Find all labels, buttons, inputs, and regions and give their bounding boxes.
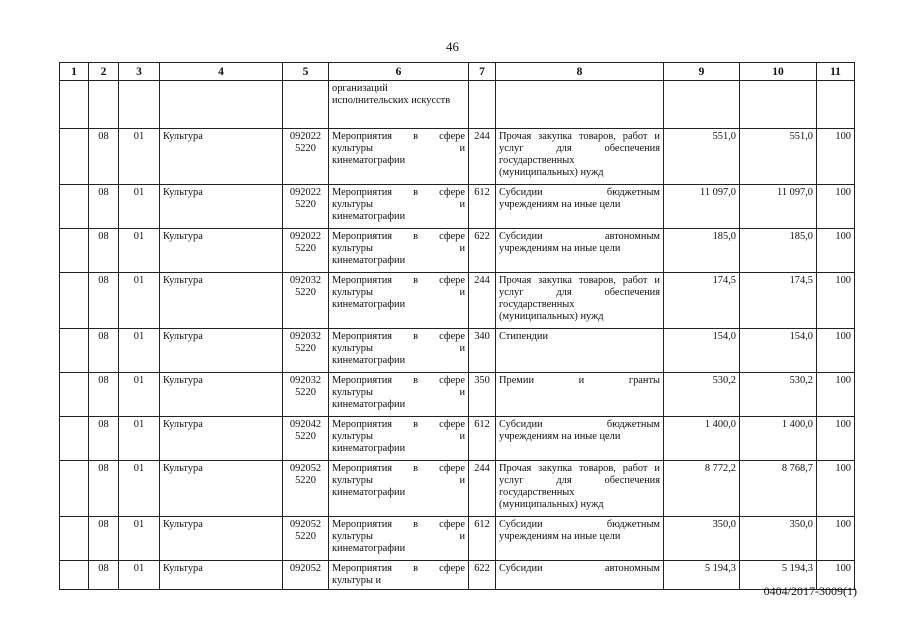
- cell-plan-amount: 154,0: [664, 329, 740, 373]
- purpose-line: культуры и: [332, 531, 465, 542]
- cell-expense-type: 340: [469, 329, 496, 373]
- purpose-line: Мероприятия в сфере: [332, 131, 465, 142]
- cell-purpose: [329, 373, 469, 417]
- expense-line: (муниципальных) нужд: [499, 167, 604, 178]
- cell-c11: [817, 81, 855, 129]
- cell-actual-amount: 8 768,7: [740, 461, 817, 517]
- column-header-10: 10: [740, 63, 817, 81]
- cell-actual-amount: 530,2: [740, 373, 817, 417]
- target-code-part1: 092032: [289, 275, 322, 286]
- purpose-line: культуры и: [332, 475, 465, 486]
- column-header-8: 8: [496, 63, 664, 81]
- target-code-part2: 5220: [295, 387, 316, 398]
- cell-purpose: [329, 517, 469, 561]
- cell-expense-name: [496, 461, 664, 517]
- cell-expense-type: 244: [469, 273, 496, 329]
- cell-actual-amount: 11 097,0: [740, 185, 817, 229]
- expense-line: Прочая закупка товаров, работ и: [499, 131, 660, 142]
- budget-table: [59, 62, 855, 590]
- table-row: [60, 229, 855, 273]
- cell-section: 08: [89, 517, 119, 561]
- expense-line: услуг для обеспечения: [499, 287, 660, 298]
- cell-expense-name: [496, 561, 664, 590]
- expense-line: учреждениям на иные цели: [499, 531, 621, 542]
- cell-c3: [119, 81, 160, 129]
- header-row: [60, 63, 855, 81]
- cell-percent: 100: [817, 417, 855, 461]
- cell-subsection: 01: [119, 329, 160, 373]
- cell-target-code: [283, 185, 329, 229]
- purpose-line: Мероприятия в сфере: [332, 419, 465, 430]
- table-row: [60, 517, 855, 561]
- cell-expense-type: 612: [469, 185, 496, 229]
- cell-plan-amount: 11 097,0: [664, 185, 740, 229]
- expense-line: Субсидии бюджетным: [499, 419, 660, 430]
- continuation-line-1: организаций: [332, 83, 388, 94]
- cell-subsection: 01: [119, 417, 160, 461]
- column-header-2: 2: [89, 63, 119, 81]
- table-row: [60, 561, 855, 590]
- cell-percent: 100: [817, 273, 855, 329]
- cell-c2: [89, 81, 119, 129]
- purpose-line: культуры и: [332, 575, 382, 586]
- cell-expense-type: 244: [469, 129, 496, 185]
- cell-target-code: [283, 417, 329, 461]
- cell-section: 08: [89, 273, 119, 329]
- purpose-line: кинематографии: [332, 399, 406, 410]
- cell-expense-type: 622: [469, 561, 496, 590]
- cell-target-code: [283, 461, 329, 517]
- cell-section: 08: [89, 561, 119, 590]
- cell-section: 08: [89, 373, 119, 417]
- table-body: [60, 81, 855, 590]
- cell-actual-amount: 350,0: [740, 517, 817, 561]
- table-row: [60, 461, 855, 517]
- column-header-5: 5: [283, 63, 329, 81]
- cell-subsection: 01: [119, 461, 160, 517]
- cell-c1: [60, 417, 89, 461]
- cell-name: Культура: [160, 273, 283, 329]
- cell-name: Культура: [160, 329, 283, 373]
- purpose-line: Мероприятия в сфере: [332, 187, 465, 198]
- purpose-line: кинематографии: [332, 299, 406, 310]
- column-header-11: 11: [817, 63, 855, 81]
- cell-target-code: [283, 517, 329, 561]
- cell-subsection: 01: [119, 273, 160, 329]
- cell-c1: [60, 373, 89, 417]
- cell-c6-continuation: [329, 81, 469, 129]
- cell-name: Культура: [160, 229, 283, 273]
- purpose-line: культуры и: [332, 243, 465, 254]
- expense-line: (муниципальных) нужд: [499, 499, 604, 510]
- cell-percent: 100: [817, 373, 855, 417]
- purpose-line: Мероприятия в сфере: [332, 275, 465, 286]
- target-code-part2: 5220: [295, 143, 316, 154]
- cell-expense-type: 612: [469, 417, 496, 461]
- cell-actual-amount: 185,0: [740, 229, 817, 273]
- expense-line: государственных: [499, 155, 575, 166]
- target-code-part1: 092022: [289, 131, 322, 142]
- table-row: [60, 417, 855, 461]
- cell-c10: [740, 81, 817, 129]
- cell-name: Культура: [160, 373, 283, 417]
- target-code-part1: 092052: [289, 519, 322, 530]
- cell-c1: [60, 273, 89, 329]
- cell-c1: [60, 129, 89, 185]
- purpose-line: кинематографии: [332, 255, 406, 266]
- expense-line: Прочая закупка товаров, работ и: [499, 463, 660, 474]
- purpose-line: культуры и: [332, 387, 465, 398]
- target-code-part2: 5220: [295, 531, 316, 542]
- continuation-line-2: исполнительских искусств: [332, 95, 451, 106]
- cell-plan-amount: 350,0: [664, 517, 740, 561]
- purpose-line: кинематографии: [332, 211, 406, 222]
- expense-line: (муниципальных) нужд: [499, 311, 604, 322]
- cell-section: 08: [89, 417, 119, 461]
- target-code-part2: 5220: [295, 431, 316, 442]
- cell-expense-name: [496, 185, 664, 229]
- cell-name: Культура: [160, 417, 283, 461]
- cell-plan-amount: 1 400,0: [664, 417, 740, 461]
- document-code: 0404/2017-3009(1): [763, 584, 857, 598]
- target-code-part1: 092052: [289, 463, 322, 474]
- cell-expense-type: 622: [469, 229, 496, 273]
- cell-plan-amount: 551,0: [664, 129, 740, 185]
- cell-c5: [283, 81, 329, 129]
- cell-target-code: [283, 273, 329, 329]
- purpose-line: кинематографии: [332, 543, 406, 554]
- column-header-3: 3: [119, 63, 160, 81]
- target-code-part2: 5220: [295, 343, 316, 354]
- column-header-4: 4: [160, 63, 283, 81]
- cell-expense-name: [496, 129, 664, 185]
- cell-c1: [60, 461, 89, 517]
- cell-name: Культура: [160, 461, 283, 517]
- purpose-line: культуры и: [332, 287, 465, 298]
- cell-purpose: [329, 185, 469, 229]
- cell-c1: [60, 185, 89, 229]
- cell-plan-amount: 174,5: [664, 273, 740, 329]
- cell-subsection: 01: [119, 517, 160, 561]
- cell-plan-amount: 185,0: [664, 229, 740, 273]
- purpose-line: Мероприятия в сфере: [332, 563, 465, 574]
- expense-line: услуг для обеспечения: [499, 143, 660, 154]
- target-code-part2: 5220: [295, 243, 316, 254]
- cell-purpose: [329, 461, 469, 517]
- expense-line: учреждениям на иные цели: [499, 431, 621, 442]
- cell-section: 08: [89, 461, 119, 517]
- cell-c8: [496, 81, 664, 129]
- purpose-line: культуры и: [332, 343, 465, 354]
- cell-c1: [60, 517, 89, 561]
- expense-line: государственных: [499, 487, 575, 498]
- table-row: [60, 185, 855, 229]
- purpose-line: Мероприятия в сфере: [332, 463, 465, 474]
- purpose-line: Мероприятия в сфере: [332, 519, 465, 530]
- target-code-part2: 5220: [295, 475, 316, 486]
- cell-section: 08: [89, 185, 119, 229]
- cell-actual-amount: 174,5: [740, 273, 817, 329]
- cell-subsection: 01: [119, 373, 160, 417]
- cell-target-code: [283, 329, 329, 373]
- cell-section: 08: [89, 129, 119, 185]
- cell-subsection: 01: [119, 229, 160, 273]
- expense-line: учреждениям на иные цели: [499, 199, 621, 210]
- purpose-line: культуры и: [332, 199, 465, 210]
- cell-c7: [469, 81, 496, 129]
- cell-actual-amount: 5 194,3: [740, 561, 817, 590]
- cell-expense-name: [496, 517, 664, 561]
- target-code-part1: 092032: [289, 331, 322, 342]
- cell-expense-name: [496, 229, 664, 273]
- cell-percent: 100: [817, 185, 855, 229]
- continuation-row: [60, 81, 855, 129]
- cell-c1: [60, 229, 89, 273]
- cell-c4: [160, 81, 283, 129]
- cell-percent: 100: [817, 461, 855, 517]
- cell-section: 08: [89, 229, 119, 273]
- expense-line: Субсидии бюджетным: [499, 187, 660, 198]
- purpose-line: культуры и: [332, 143, 465, 154]
- cell-expense-name: [496, 273, 664, 329]
- expense-line: услуг для обеспечения: [499, 475, 660, 486]
- cell-name: Культура: [160, 129, 283, 185]
- cell-percent: 100: [817, 561, 855, 590]
- cell-plan-amount: 530,2: [664, 373, 740, 417]
- cell-percent: 100: [817, 329, 855, 373]
- cell-plan-amount: 5 194,3: [664, 561, 740, 590]
- cell-purpose: [329, 561, 469, 590]
- purpose-line: Мероприятия в сфере: [332, 375, 465, 386]
- expense-line: Премии и гранты: [499, 375, 660, 386]
- table-row: [60, 129, 855, 185]
- cell-actual-amount: 154,0: [740, 329, 817, 373]
- cell-target-code: [283, 561, 329, 590]
- purpose-line: культуры и: [332, 431, 465, 442]
- cell-expense-name: [496, 373, 664, 417]
- target-code-part1: 092052: [289, 563, 322, 574]
- cell-expense-type: 612: [469, 517, 496, 561]
- cell-purpose: [329, 273, 469, 329]
- cell-c1: [60, 561, 89, 590]
- cell-target-code: [283, 129, 329, 185]
- cell-section: 08: [89, 329, 119, 373]
- purpose-line: кинематографии: [332, 355, 406, 366]
- cell-target-code: [283, 373, 329, 417]
- column-header-9: 9: [664, 63, 740, 81]
- purpose-line: кинематографии: [332, 155, 406, 166]
- cell-name: Культура: [160, 185, 283, 229]
- target-code-part2: 5220: [295, 199, 316, 210]
- table-row: [60, 329, 855, 373]
- column-header-7: 7: [469, 63, 496, 81]
- cell-c1: [60, 329, 89, 373]
- column-header-1: 1: [60, 63, 89, 81]
- cell-subsection: 01: [119, 561, 160, 590]
- expense-line: Субсидии автономным: [499, 231, 660, 242]
- target-code-part1: 092032: [289, 375, 322, 386]
- cell-expense-type: 350: [469, 373, 496, 417]
- cell-expense-type: 244: [469, 461, 496, 517]
- cell-plan-amount: 8 772,2: [664, 461, 740, 517]
- cell-purpose: [329, 329, 469, 373]
- page-number: 46: [446, 39, 459, 54]
- cell-expense-name: [496, 417, 664, 461]
- expense-line: учреждениям на иные цели: [499, 243, 621, 254]
- cell-purpose: [329, 229, 469, 273]
- target-code-part1: 092022: [289, 187, 322, 198]
- target-code-part1: 092042: [289, 419, 322, 430]
- cell-percent: 100: [817, 229, 855, 273]
- cell-target-code: [283, 229, 329, 273]
- expense-line: Субсидии бюджетным: [499, 519, 660, 530]
- column-header-6: 6: [329, 63, 469, 81]
- expense-line: государственных: [499, 299, 575, 310]
- purpose-line: Мероприятия в сфере: [332, 231, 465, 242]
- cell-actual-amount: 551,0: [740, 129, 817, 185]
- cell-c1: [60, 81, 89, 129]
- cell-purpose: [329, 129, 469, 185]
- purpose-line: кинематографии: [332, 443, 406, 454]
- cell-percent: 100: [817, 517, 855, 561]
- target-code-part2: 5220: [295, 287, 316, 298]
- expense-line: Стипендии: [499, 331, 549, 342]
- cell-percent: 100: [817, 129, 855, 185]
- cell-name: Культура: [160, 517, 283, 561]
- cell-name: Культура: [160, 561, 283, 590]
- cell-purpose: [329, 417, 469, 461]
- target-code-part1: 092022: [289, 231, 322, 242]
- cell-c9: [664, 81, 740, 129]
- table-row: [60, 373, 855, 417]
- purpose-line: кинематографии: [332, 487, 406, 498]
- table-row: [60, 273, 855, 329]
- cell-subsection: 01: [119, 185, 160, 229]
- cell-expense-name: [496, 329, 664, 373]
- expense-line: Субсидии автономным: [499, 563, 660, 574]
- cell-subsection: 01: [119, 129, 160, 185]
- expense-line: Прочая закупка товаров, работ и: [499, 275, 660, 286]
- purpose-line: Мероприятия в сфере: [332, 331, 465, 342]
- cell-actual-amount: 1 400,0: [740, 417, 817, 461]
